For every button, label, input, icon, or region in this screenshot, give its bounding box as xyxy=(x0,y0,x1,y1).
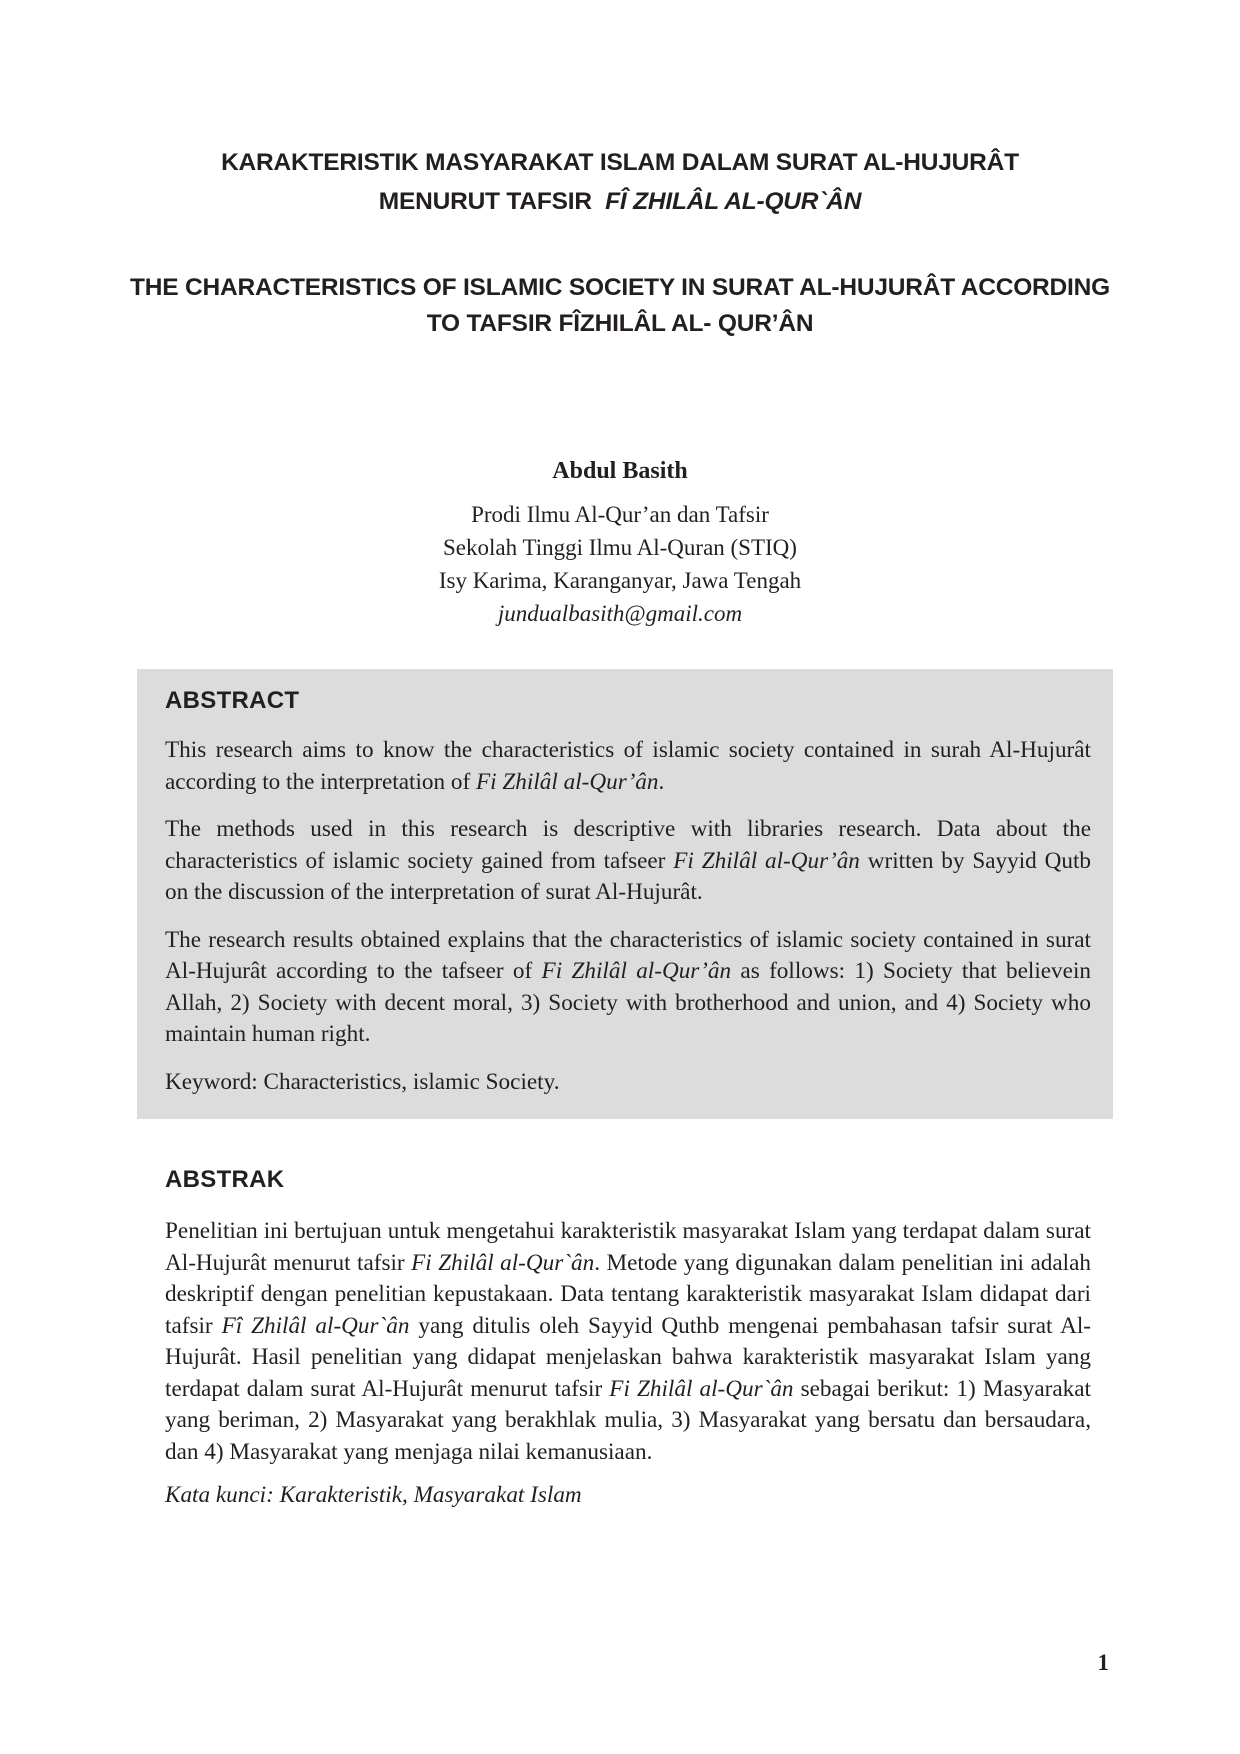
title-english-line2: TO TAFSIR FÎZHILÂL AL- QUR’ÂN xyxy=(426,310,814,337)
abstrak-italic-1: Fi Zhilâl al-Qur`ân xyxy=(411,1249,595,1276)
author-affiliation-institution: Sekolah Tinggi Ilmu Al-Quran (STIQ) xyxy=(443,535,797,560)
author-affiliation-location: Isy Karima, Karanganyar, Jawa Tengah xyxy=(438,568,802,593)
abstract-content xyxy=(165,669,1091,1098)
abstrak-heading: ABSTRAK xyxy=(165,1166,285,1193)
title-indonesian-line1: KARAKTERISTIK MASYARAKAT ISLAM DALAM SURAT AL-HUJURÂT xyxy=(221,149,1019,176)
abstrak-keywords: Kata kunci: Karakteristik, Masyarakat Islam xyxy=(165,1482,582,1508)
abstrak-text-4: sebagai berikut: 1) Masyarakat yang beriman, 2) Masyarakat yang berakhlak mulia, 3) Masyarakat yang bersatu dan bersaudara, dan 4) Masyarakat yang menjaga nilai kemanusiaan. xyxy=(165,1375,1092,1465)
abstrak-text-2: . Metode yang digunakan dalam penelitian ini adalah deskriptif dengan penelitian kepustakaan. Data tentang karakteristik masyarakat Islam didapat dari tafsir xyxy=(165,1249,1092,1339)
abstract-p2-text: The methods used in this research is descriptive with libraries research. Data about the characteristics of islamic society gained from tafseer xyxy=(165,816,1091,874)
abstract-p3-italic: Fi Zhilâl al-Qur’ân xyxy=(541,958,732,984)
page-number: 1 xyxy=(1097,1650,1109,1675)
abstrak-italic-3: Fi Zhilâl al-Qur`ân xyxy=(609,1375,794,1402)
abstract-paragraph-3 xyxy=(165,925,1091,1051)
abstrak-text-1: Penelitian ini bertujuan untuk mengetahui karakteristik masyarakat Islam yang terdapat dalam surat Al-Hujurât menurut tafsir xyxy=(165,1218,1091,1276)
abstract-p3-end: as follows: 1) Society that believein Allah, 2) Society with decent moral, 3) Society with brotherhood and union, and 4) Society who maintain human right. xyxy=(165,958,1091,1047)
abstract-heading: ABSTRACT xyxy=(165,687,300,714)
title-indonesian-italic: FÎ ZHILÂL AL-QUR`ÂN xyxy=(605,188,862,215)
abstract-p2-end: written by Sayyid Qutb on the discussion of the interpretation of surat Al-Hujurât. xyxy=(165,847,1092,905)
abstract-keywords: Keyword: Characteristics, islamic Society. xyxy=(165,1068,560,1095)
abstract-paragraph-1 xyxy=(165,735,1091,798)
abstract-p1-text: This research aims to know the characteristics of islamic society contained in surah Al-Hujurât according to the interpretation of xyxy=(165,737,1091,795)
author-block xyxy=(120,455,1120,630)
abstract-paragraph-2 xyxy=(165,814,1091,909)
abstrak-italic-2: Fî Zhilâl al-Qur`ân xyxy=(221,1312,410,1339)
author-email: jundualbasith@gmail.com xyxy=(497,601,743,626)
title-english xyxy=(120,270,1120,342)
title-english-line1: THE CHARACTERISTICS OF ISLAMIC SOCIETY IN SURAT AL-HUJURÂT ACCORDING xyxy=(129,274,1110,301)
title-indonesian-line2 xyxy=(120,182,1120,221)
abstrak-paragraph xyxy=(165,1216,1091,1468)
abstrak-section xyxy=(165,1165,1091,1512)
abstract-p1-end: . xyxy=(658,768,665,795)
author-name: Abdul Basith xyxy=(552,458,688,484)
abstract-box xyxy=(137,669,1113,1119)
abstract-p1-italic: Fi Zhilâl al-Qur’ân xyxy=(475,768,659,795)
abstract-p2-italic: Fi Zhilâl al-Qur’ân xyxy=(673,847,860,874)
abstract-p3-text: The research results obtained explains that the characteristics of islamic society contained in surat Al-Hujurât according to the tafseer of xyxy=(165,926,1091,984)
title-indonesian-prefix: MENURUT TAFSIR xyxy=(378,188,592,215)
abstrak-text-3: yang ditulis oleh Sayyid Quthb mengenai pembahasan tafsir surat Al-Hujurât. Hasil penelitian yang didapat menjelaskan bahwa karakteristik masyarakat Islam yang terdapat dalam surat Al-Hujurât menurut tafsir xyxy=(165,1312,1091,1402)
author-affiliation-program: Prodi Ilmu Al-Qur’an dan Tafsir xyxy=(471,502,769,527)
title-indonesian xyxy=(120,143,1120,221)
